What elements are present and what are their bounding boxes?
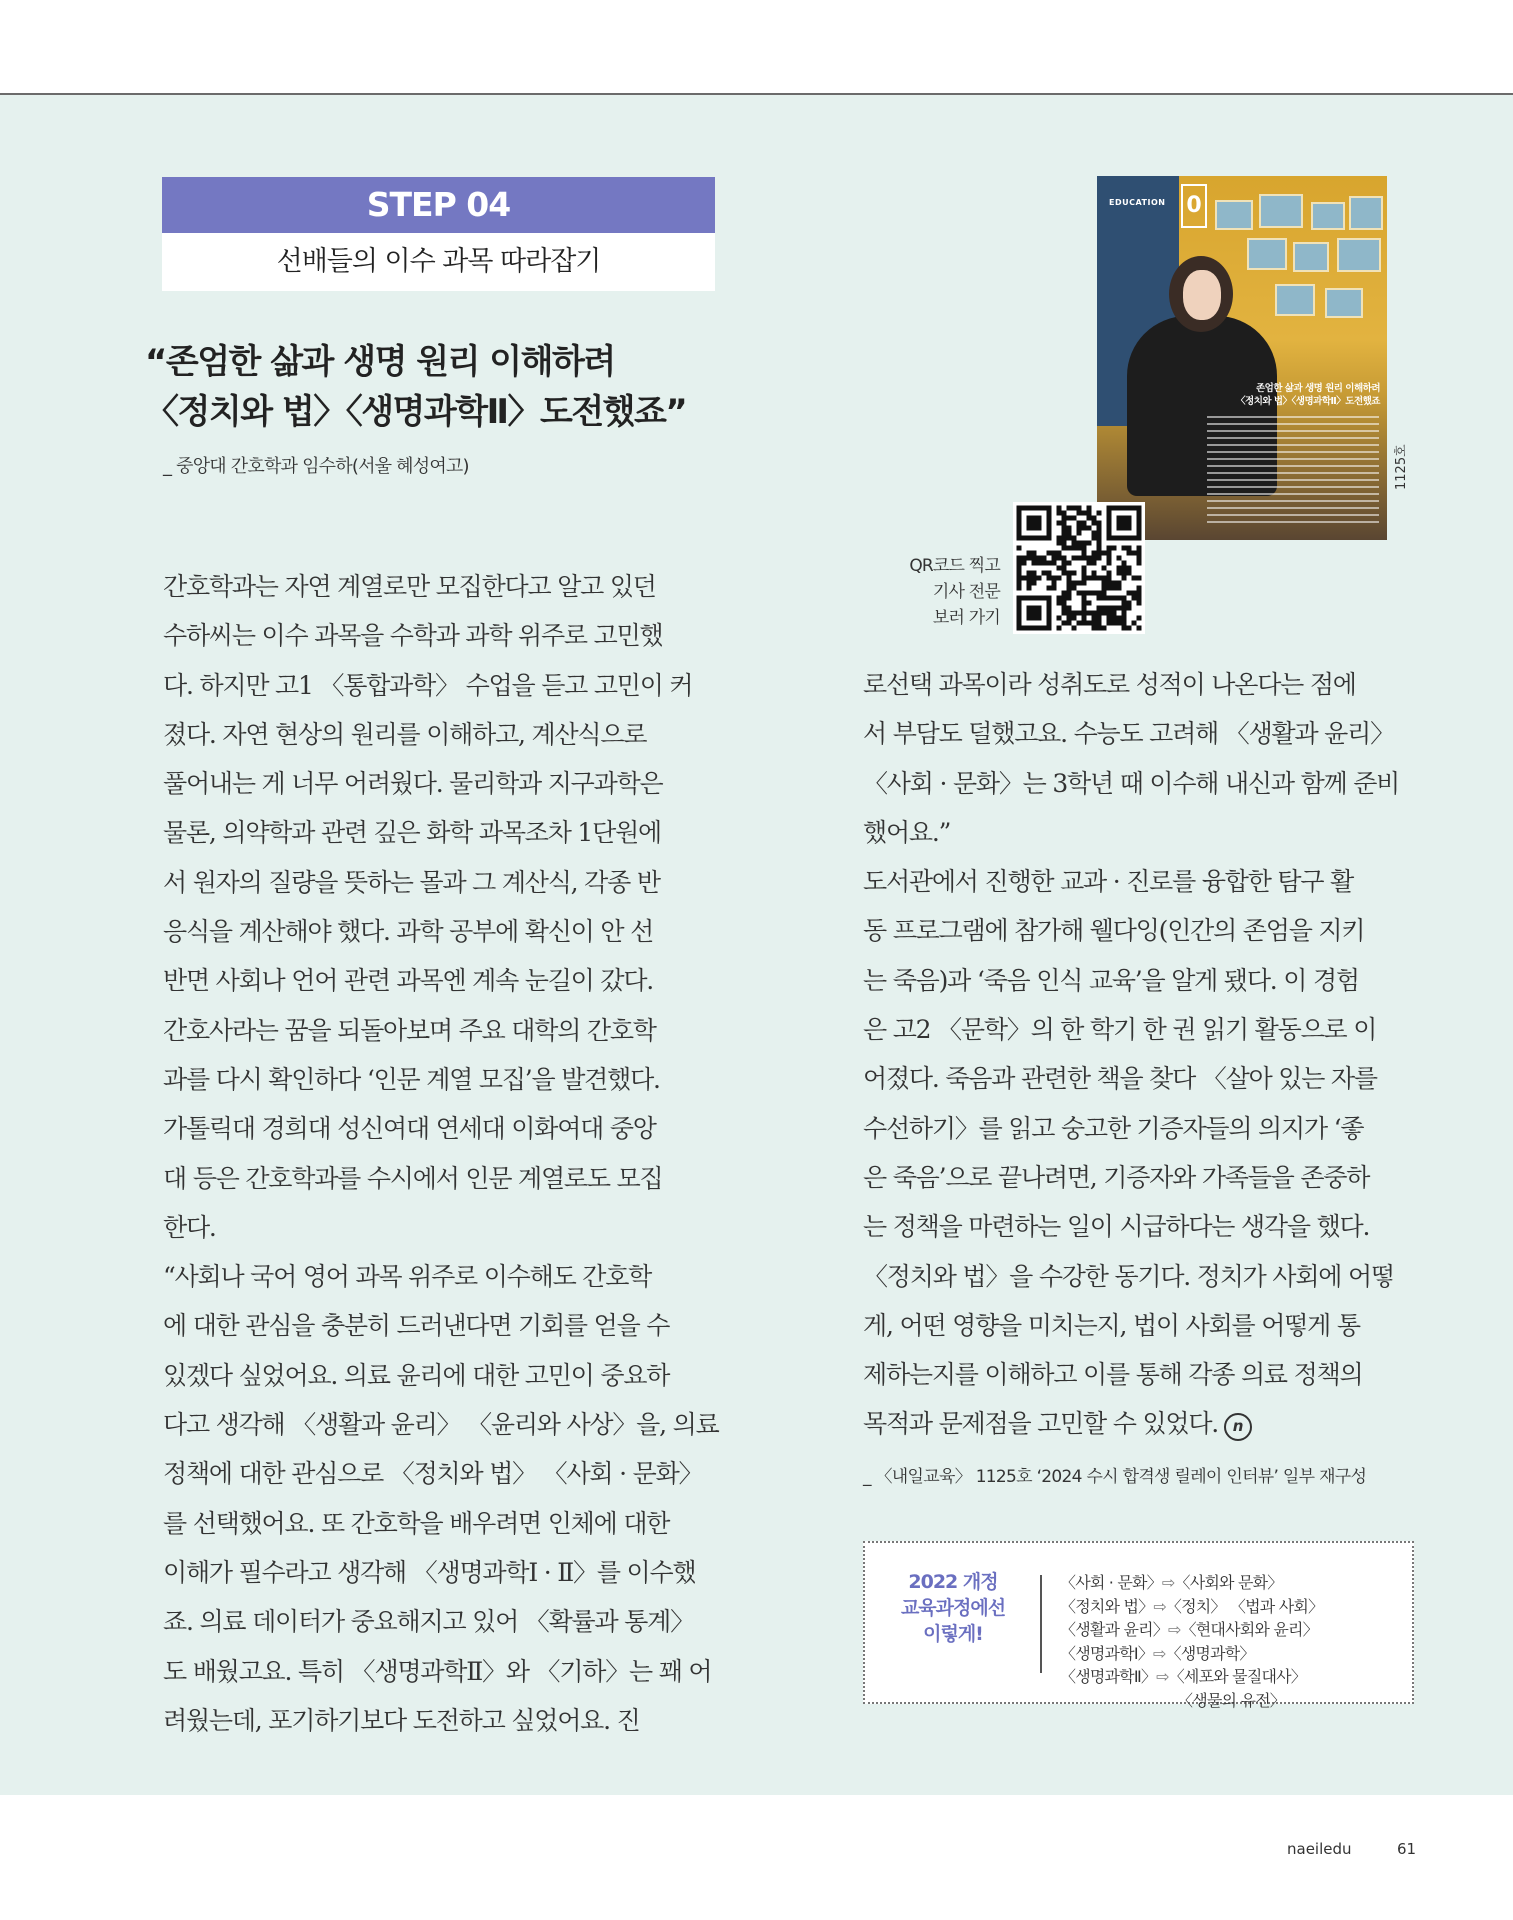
- new-subject: 〈생물의 유전〉: [1177, 1690, 1285, 1710]
- old-subject: 〈생명과학Ⅰ〉: [1060, 1643, 1153, 1663]
- body-line-text: 에 대한 관심을 충분히 드러낸다면 기회를 얻을 수: [163, 1311, 670, 1341]
- body-line-text: 대 등은 간호학과를 수시에서 인문 계열로도 모집: [163, 1163, 663, 1193]
- body-line: [863, 808, 1423, 857]
- wall-frame: [1259, 194, 1303, 228]
- body-line: [163, 611, 723, 660]
- new-subject: 〈생명과학〉: [1165, 1643, 1255, 1663]
- info-title-line: 이렇게!: [923, 1623, 983, 1645]
- arrow-icon: ⇨: [1152, 1643, 1166, 1663]
- issue-number: 1125호: [1394, 444, 1409, 490]
- arrow-icon: ⇨: [1156, 1667, 1169, 1686]
- body-line-text: 다고 생각해 〈생활과 윤리〉 〈윤리와 사상〉을, 의료: [163, 1410, 719, 1440]
- curriculum-mapping-list: [1060, 1571, 1323, 1712]
- cover-logo-mark: 0: [1181, 184, 1207, 228]
- byline: _ 중앙대 간호학과 임수하(서울 혜성여고): [163, 456, 469, 477]
- mapping-row: [1060, 1618, 1323, 1642]
- body-line: [863, 1252, 1423, 1301]
- source-note: _ 〈내일교육〉 1125호 ‘2024 수시 합격생 릴레이 인터뷰’ 일부 재구성: [863, 1467, 1367, 1487]
- body-line: [863, 956, 1423, 1005]
- body-line: [163, 562, 723, 611]
- cover-title: [1192, 382, 1380, 408]
- qr-caption-line: 보러 가기: [932, 608, 1000, 628]
- cover-title-line: 〈정치와 법〉〈생명과학Ⅱ〉도전했죠: [1236, 396, 1380, 407]
- old-subject: 〈생활과 윤리〉: [1060, 1620, 1168, 1639]
- article-headline: [145, 337, 765, 437]
- body-line-text: 〈사회 · 문화〉는 3학년 때 이수해 내신과 함께 준비: [863, 768, 1400, 798]
- mapping-row: [1060, 1595, 1323, 1619]
- body-line: [163, 1055, 723, 1104]
- body-line-text: 는 정책을 마련하는 일이 시급하다는 생각을 했다.: [863, 1212, 1370, 1242]
- body-line: [863, 1054, 1423, 1103]
- body-line-text: 정책에 대한 관심으로 〈정치와 법〉 〈사회 · 문화〉: [163, 1459, 703, 1489]
- body-line-text: 이해가 필수라고 생각해 〈생명과학Ⅰ · Ⅱ〉를 이수했: [163, 1557, 696, 1587]
- body-line: [863, 1005, 1423, 1054]
- body-line-text: 풀어내는 게 너무 어려웠다. 물리학과 지구과학은: [163, 769, 663, 799]
- qr-code[interactable]: [1013, 502, 1145, 634]
- body-line: [863, 857, 1423, 906]
- body-line: [163, 1006, 723, 1055]
- qr-caption-line: 기사 전문: [932, 582, 1000, 602]
- mapping-row: [1060, 1642, 1323, 1666]
- arrow-icon: ⇨: [1153, 1596, 1166, 1616]
- body-line: [863, 1399, 1423, 1448]
- body-line: [163, 1597, 723, 1646]
- body-line: [163, 759, 723, 808]
- wall-frame: [1293, 242, 1329, 272]
- body-line-text: 〈정치와 법〉을 수강한 동기다. 정치가 사회에 어떻: [863, 1261, 1394, 1291]
- body-line-text: 도서관에서 진행한 교과 · 진로를 융합한 탐구 활: [863, 867, 1354, 897]
- mapping-row: [1060, 1571, 1323, 1595]
- body-line-text: 반면 사회나 언어 관련 과목엔 계속 눈길이 갔다.: [163, 966, 654, 996]
- wall-frame: [1337, 238, 1381, 272]
- body-line: [163, 1647, 723, 1696]
- person-face: [1183, 270, 1221, 320]
- body-column-right: [863, 660, 1423, 1449]
- wall-frame: [1247, 238, 1287, 270]
- body-line-text: 제하는지를 이해하고 이를 통해 각종 의료 정책의: [863, 1360, 1363, 1390]
- body-line: [163, 808, 723, 857]
- new-subject: 〈사회와 문화〉: [1174, 1573, 1283, 1592]
- body-line-text: “사회나 국어 영어 과목 위주로 이수해도 간호학: [163, 1262, 652, 1292]
- info-divider: [1040, 1575, 1042, 1673]
- body-line: [863, 1153, 1423, 1202]
- body-line: [863, 906, 1423, 955]
- arrow-icon: ⇨: [1167, 1620, 1181, 1639]
- arrow-icon: ⇨: [1161, 1573, 1175, 1592]
- wall-frame: [1275, 284, 1315, 316]
- body-line: [863, 1301, 1423, 1350]
- body-line: [163, 710, 723, 759]
- qr-caption-line: QR코드 찍고: [909, 556, 1000, 576]
- body-line-text: 로선택 과목이라 성취도로 성적이 나온다는 점에: [863, 670, 1356, 699]
- cover-title-line: 존엄한 삶과 생명 원리 이해하려: [1255, 383, 1380, 394]
- body-line: [863, 1202, 1423, 1251]
- body-line: [163, 1351, 723, 1400]
- body-line-text: 응식을 계산해야 했다. 과학 공부에 확신이 안 선: [163, 917, 654, 947]
- body-column-left: [163, 562, 723, 1745]
- headline-line: “존엄한 삶과 생명 원리 이해하려: [145, 342, 615, 382]
- magazine-cover-image: [1097, 176, 1387, 540]
- qr-caption: [880, 553, 1000, 631]
- body-line: [863, 1104, 1423, 1153]
- body-line-text: 서 원자의 질량을 뜻하는 몰과 그 계산식, 각종 반: [163, 867, 660, 897]
- body-line: [163, 1499, 723, 1548]
- body-line-text: 간호사라는 꿈을 되돌아보며 주요 대학의 간호학: [163, 1015, 656, 1045]
- info-title-line: 교육과정에선: [900, 1597, 1006, 1619]
- body-line-text: 가톨릭대 경희대 성신여대 연세대 이화여대 중앙: [163, 1114, 656, 1144]
- headline-line: 〈정치와 법〉〈생명과학Ⅱ〉도전했죠”: [145, 392, 687, 432]
- body-line: [163, 956, 723, 1005]
- new-subject: 〈현대사회와 윤리〉: [1180, 1620, 1318, 1639]
- body-line-text: 려웠는데, 포기하기보다 도전하고 싶었어요. 진: [163, 1705, 640, 1735]
- body-line-text: 수선하기〉를 읽고 숭고한 기증자들의 의지가 ‘좋: [863, 1113, 1364, 1143]
- body-line: [163, 1400, 723, 1449]
- body-line-text: 은 고2 〈문학〉의 한 학기 한 권 읽기 활동으로 이: [863, 1015, 1377, 1045]
- body-line-text: 서 부담도 덜했고요. 수능도 고려해 〈생활과 윤리〉: [863, 719, 1394, 749]
- body-line-text: 어졌다. 죽음과 관련한 책을 찾다 〈살아 있는 자를: [863, 1064, 1377, 1094]
- body-line-text: 한다.: [163, 1212, 216, 1242]
- info-box-title: [893, 1569, 1013, 1647]
- body-line: [163, 1104, 723, 1153]
- wall-frame: [1349, 196, 1383, 230]
- step-label: STEP 04: [162, 177, 715, 233]
- body-line: [863, 759, 1423, 808]
- body-line: [163, 907, 723, 956]
- body-line-text: 물론, 의약학과 관련 깊은 화학 과목조차 1단원에: [163, 818, 661, 848]
- body-line: [863, 1350, 1423, 1399]
- page-number: 61: [1397, 1840, 1417, 1858]
- old-subject: 〈정치와 법〉: [1060, 1596, 1154, 1616]
- body-line-text: 있겠다 싶었어요. 의료 윤리에 대한 고민이 중요하: [163, 1360, 670, 1390]
- body-line-text: 동 프로그램에 참가해 웰다잉(인간의 존엄을 지키: [863, 916, 1365, 946]
- body-line-text: 는 죽음)과 ‘죽음 인식 교육’을 알게 됐다. 이 경험: [863, 965, 1359, 995]
- wall-frame: [1311, 202, 1345, 230]
- mapping-row: [1060, 1689, 1323, 1713]
- old-subject: 〈사회 · 문화〉: [1060, 1573, 1162, 1592]
- body-line-text: 다. 하지만 고1 〈통합과학〉 수업을 듣고 고민이 커: [163, 670, 693, 700]
- footer-brand: naeiledu: [1287, 1840, 1352, 1858]
- body-line: [163, 858, 723, 907]
- body-line-text: 수하씨는 이수 과목을 수학과 과학 위주로 고민했: [163, 621, 663, 651]
- body-line: [163, 1449, 723, 1498]
- body-line-text: 목적과 문제점을 고민할 수 있었다.: [863, 1409, 1219, 1439]
- mapping-row: [1060, 1665, 1323, 1689]
- old-subject: 〈생명과학Ⅱ〉: [1060, 1667, 1157, 1686]
- body-line-text: 과를 다시 확인하다 ‘인문 계열 모집’을 발견했다.: [163, 1064, 660, 1094]
- new-subject: 〈세포와 물질대사〉: [1168, 1667, 1306, 1686]
- body-line: [163, 661, 723, 710]
- wall-frame: [1325, 288, 1363, 318]
- body-line-text: 죠. 의료 데이터가 중요해지고 있어 〈확률과 통계〉: [163, 1607, 694, 1637]
- step-subtitle: 선배들의 이수 과목 따라잡기: [162, 233, 715, 291]
- wall-frame: [1215, 200, 1253, 230]
- body-line: [863, 709, 1423, 758]
- cover-tag: EDUCATION: [1109, 198, 1166, 207]
- body-line: [163, 1154, 723, 1203]
- body-line-text: 게, 어떤 영향을 미치는지, 법이 사회를 어떻게 통: [863, 1310, 1360, 1340]
- body-line: [163, 1548, 723, 1597]
- qr-code-graphic: [1013, 502, 1145, 634]
- body-line-text: 은 죽음’으로 끝나려면, 기증자와 가족들을 존중하: [863, 1162, 1370, 1192]
- body-line-text: 를 선택했어요. 또 간호학을 배우려면 인체에 대한: [163, 1508, 670, 1538]
- body-line-text: 했어요.”: [863, 817, 951, 847]
- body-line: [163, 1301, 723, 1350]
- body-line-text: 간호학과는 자연 계열로만 모집한다고 알고 있던: [163, 572, 656, 601]
- new-subject: 〈정치〉 〈법과 사회〉: [1165, 1596, 1324, 1616]
- body-line-text: 도 배웠고요. 특히 〈생명과학Ⅱ〉와 〈기하〉는 꽤 어: [163, 1656, 712, 1686]
- body-line: [163, 1203, 723, 1252]
- body-line: [863, 660, 1423, 709]
- end-mark-icon: n: [1224, 1413, 1252, 1441]
- body-line-text: 졌다. 자연 현상의 원리를 이해하고, 계산식으로: [163, 719, 647, 749]
- body-line: [163, 1252, 723, 1301]
- step-header: [162, 177, 715, 291]
- cover-body-text: [1207, 416, 1379, 526]
- info-title-line: 2022 개정: [908, 1571, 998, 1593]
- curriculum-info-box: [863, 1541, 1414, 1710]
- body-line: [163, 1696, 723, 1745]
